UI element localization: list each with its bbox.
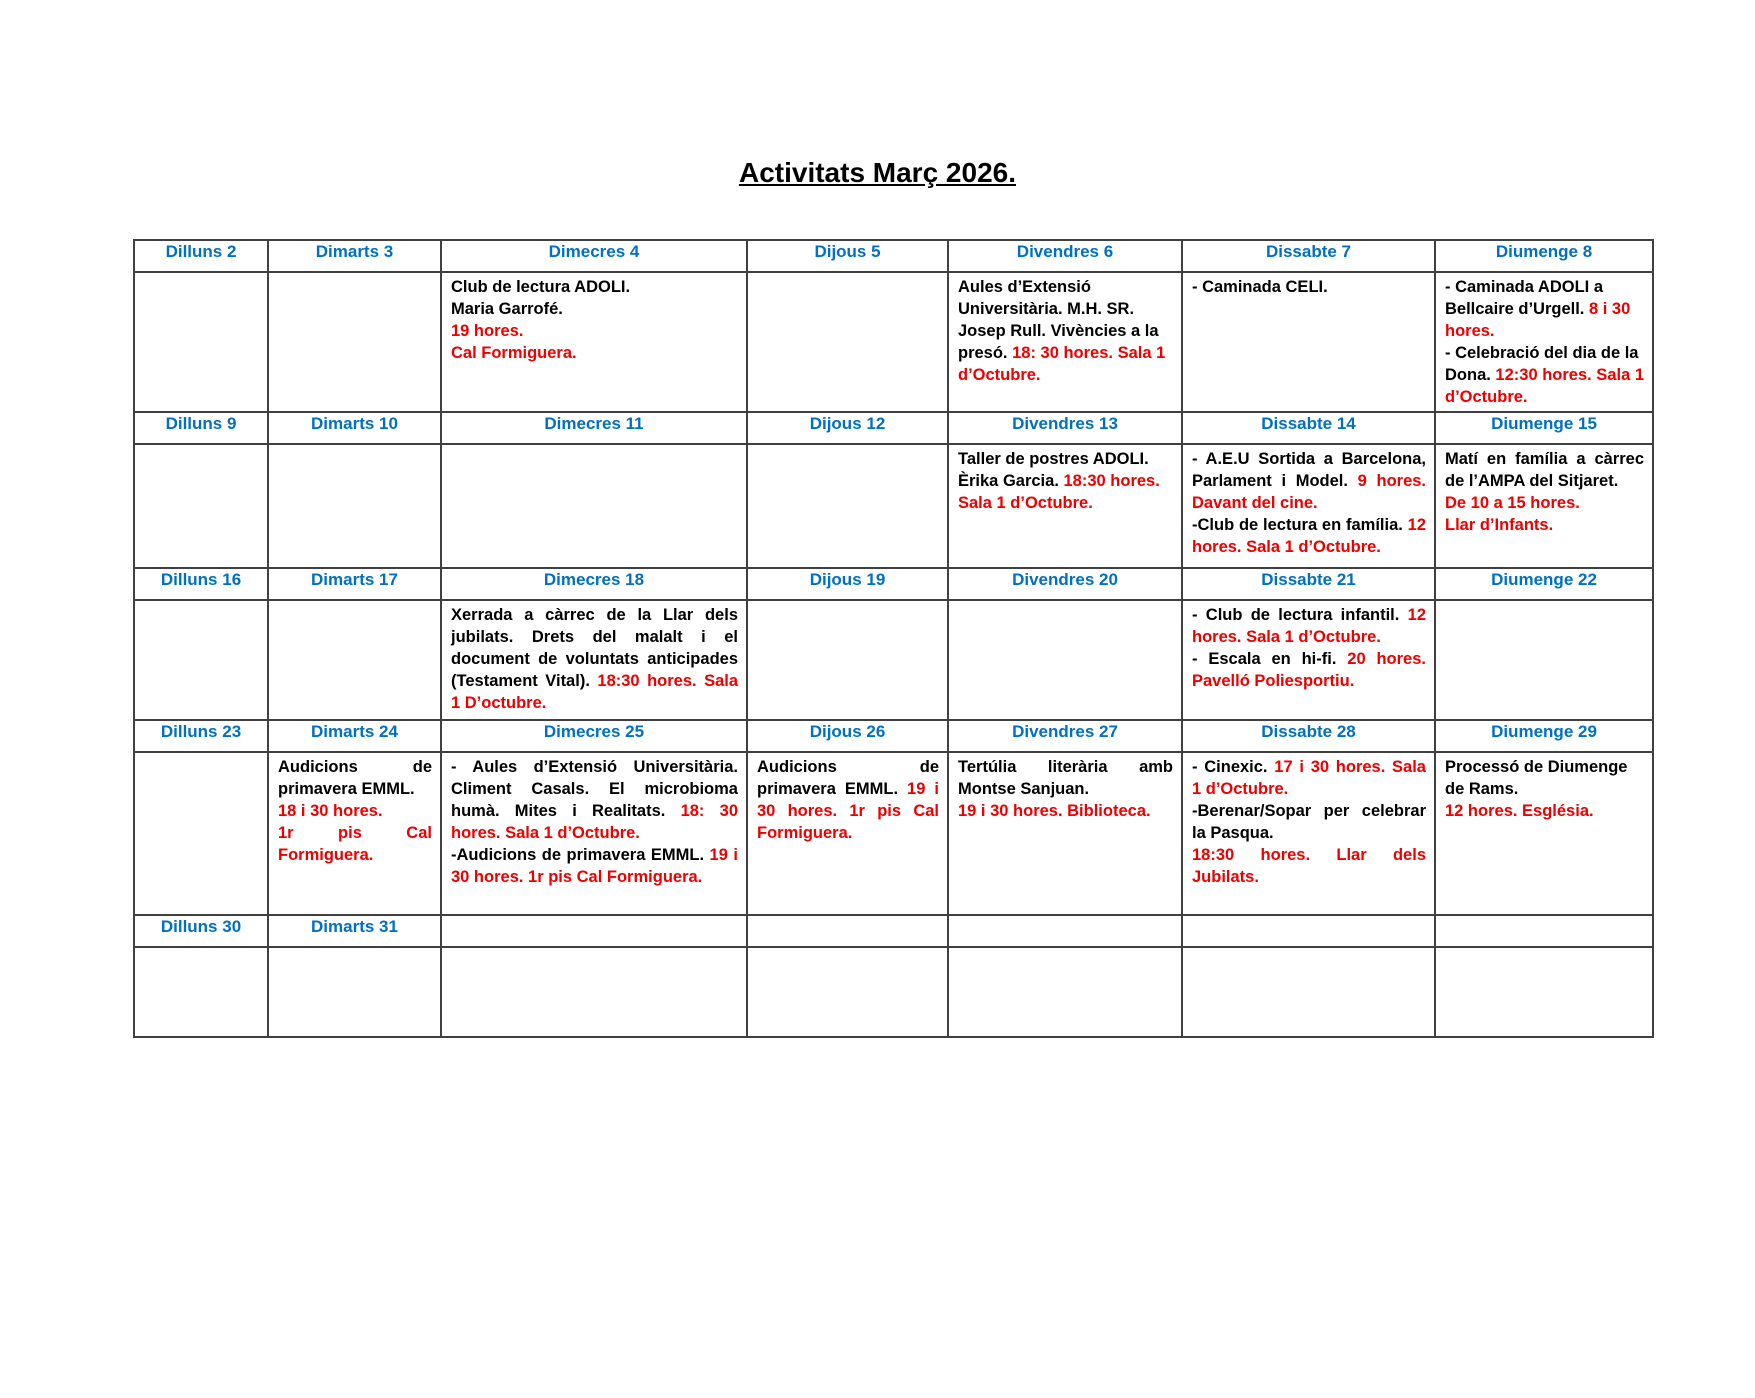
day-header-dilluns-9: Dilluns 9 <box>134 412 268 444</box>
day-cell <box>948 600 1182 720</box>
day-cell <box>441 272 747 412</box>
day-cell <box>948 272 1182 412</box>
activity-text-red: 20 hores. Pavelló Poliesportiu. <box>1192 650 1426 690</box>
day-cell <box>747 947 948 1037</box>
activity-paragraph <box>958 756 1173 800</box>
activity-paragraph <box>1445 276 1644 342</box>
activity-text-red: 18:30 hores. Sala 1 d’Octubre. <box>958 472 1160 512</box>
day-cell <box>948 752 1182 915</box>
activity-paragraph <box>1445 800 1644 822</box>
day-header-dimecres-25: Dimecres 25 <box>441 720 747 752</box>
activity-text-black: - Aules d’Extensió Universitària. Climent Casals. El microbioma humà. Mites i Realitats. <box>451 758 738 820</box>
activity-paragraph <box>451 342 738 364</box>
activity-paragraph <box>278 800 432 822</box>
day-header-dimarts-24: Dimarts 24 <box>268 720 441 752</box>
activity-text-red: 19 hores. <box>451 322 524 340</box>
activity-text-red: 12 hores. Església. <box>1445 802 1594 820</box>
day-header-divendres-13: Divendres 13 <box>948 412 1182 444</box>
week-4-content-row <box>134 752 1653 915</box>
activity-text-red: 12:30 hores. Sala 1 d’Octubre. <box>1445 366 1645 406</box>
activity-paragraph <box>1192 448 1426 514</box>
activity-text-black: -Berenar/Sopar per celebrar la Pasqua. <box>1192 802 1426 842</box>
activity-text-red: 17 i 30 hores. Sala 1 d’Octubre. <box>1192 758 1426 798</box>
activity-text-black: Matí en família a càrrec de l’AMPA del Sitjaret. <box>1445 450 1644 490</box>
day-cell <box>1435 752 1653 915</box>
day-cell <box>268 752 441 915</box>
day-cell <box>441 444 747 568</box>
day-cell <box>747 752 948 915</box>
activity-paragraph <box>451 276 738 298</box>
activity-text-red: Llar d’Infants. <box>1445 516 1554 534</box>
day-cell <box>1435 600 1653 720</box>
week-4-header-row <box>134 720 1653 752</box>
activity-paragraph <box>451 756 738 844</box>
day-header-dimecres-4: Dimecres 4 <box>441 240 747 272</box>
day-cell <box>441 752 747 915</box>
activity-text-black: - A.E.U Sortida a Barcelona, Parlament i Model. <box>1192 450 1426 490</box>
day-header-dijous-19: Dijous 19 <box>747 568 948 600</box>
activity-text-red: 12 hores. Sala 1 d’Octubre. <box>1192 606 1426 646</box>
day-header-dilluns-2: Dilluns 2 <box>134 240 268 272</box>
activity-paragraph <box>451 320 738 342</box>
day-cell <box>134 272 268 412</box>
activity-paragraph <box>1445 342 1644 408</box>
day-cell <box>268 444 441 568</box>
day-header-dimecres-11: Dimecres 11 <box>441 412 747 444</box>
activity-text-black: - Caminada CELI. <box>1192 278 1328 296</box>
document-page <box>0 157 1755 1398</box>
day-cell <box>134 600 268 720</box>
activity-text-red: 19 i 30 hores. Biblioteca. <box>958 802 1151 820</box>
activity-text-black: Audicions de primavera EMML. <box>278 758 432 798</box>
activity-paragraph <box>1192 276 1426 298</box>
day-cell <box>747 272 948 412</box>
day-cell <box>1182 444 1435 568</box>
activity-paragraph <box>1192 648 1426 692</box>
day-header-dissabte-14: Dissabte 14 <box>1182 412 1435 444</box>
activity-text-red: 9 hores. Davant del cine. <box>1192 472 1427 512</box>
activity-paragraph <box>958 276 1173 386</box>
day-header-dimarts-17: Dimarts 17 <box>268 568 441 600</box>
activity-text-black: - Caminada ADOLI a Bellcaire d’Urgell. <box>1445 278 1603 318</box>
week-3-header-row <box>134 568 1653 600</box>
activity-text-black: - Cinexic. <box>1192 758 1275 776</box>
day-cell <box>134 444 268 568</box>
day-cell <box>1182 752 1435 915</box>
week-1-header-row <box>134 240 1653 272</box>
day-header-empty <box>747 915 948 947</box>
activity-text-black: - Celebració del dia de la Dona. <box>1445 344 1639 384</box>
day-cell <box>134 947 268 1037</box>
activity-text-red: 8 i 30 hores. <box>1445 300 1631 340</box>
activity-text-black: Aules d’Extensió Universitària. M.H. SR. Josep Rull. Vivències a la presó. <box>958 278 1159 362</box>
day-header-dijous-5: Dijous 5 <box>747 240 948 272</box>
activities-calendar-table <box>133 239 1654 1038</box>
week-5-header-row <box>134 915 1653 947</box>
day-cell <box>1182 272 1435 412</box>
day-cell <box>268 272 441 412</box>
activity-paragraph <box>1445 514 1644 536</box>
activity-text-red: 18 i 30 hores. <box>278 802 383 820</box>
day-cell <box>441 947 747 1037</box>
calendar-body <box>134 240 1653 1037</box>
week-1-content-row <box>134 272 1653 412</box>
day-header-dijous-12: Dijous 12 <box>747 412 948 444</box>
activity-paragraph <box>1192 756 1426 800</box>
day-cell <box>1435 947 1653 1037</box>
page-title: Activitats Març 2026. <box>738 157 1017 188</box>
day-header-empty <box>441 915 747 947</box>
day-cell <box>134 752 268 915</box>
day-header-dilluns-23: Dilluns 23 <box>134 720 268 752</box>
day-header-dissabte-21: Dissabte 21 <box>1182 568 1435 600</box>
activity-paragraph <box>1192 514 1426 558</box>
day-header-divendres-6: Divendres 6 <box>948 240 1182 272</box>
activity-paragraph <box>1445 756 1644 800</box>
activity-text-black: Audicions de primavera EMML. <box>757 758 939 798</box>
day-header-empty <box>1182 915 1435 947</box>
activity-paragraph <box>1192 800 1426 844</box>
activity-text-red: 18: 30 hores. Sala 1 d’Octubre. <box>451 802 738 842</box>
week-5-content-row <box>134 947 1653 1037</box>
activity-paragraph <box>1445 448 1644 492</box>
day-header-diumenge-29: Diumenge 29 <box>1435 720 1653 752</box>
activity-text-black: -Audicions de primavera EMML. <box>451 846 710 864</box>
activity-paragraph <box>757 756 939 844</box>
activity-text-red: 18: 30 hores. Sala 1 d’Octubre. <box>958 344 1166 384</box>
activity-text-red: 1r pis Cal Formiguera. <box>278 824 432 864</box>
day-cell <box>747 444 948 568</box>
activity-text-black: Taller de postres ADOLI. Èrika Garcia. <box>958 450 1149 490</box>
activity-text-black: Club de lectura ADOLI. <box>451 278 631 296</box>
activity-paragraph <box>1192 844 1426 888</box>
activity-paragraph <box>958 448 1173 514</box>
day-cell <box>747 600 948 720</box>
activity-text-red: 19 i 30 hores. 1r pis Cal Formiguera. <box>451 846 738 886</box>
activity-text-black: Tertúlia literària amb Montse Sanjuan. <box>958 758 1173 798</box>
activity-paragraph <box>1445 492 1644 514</box>
day-header-divendres-20: Divendres 20 <box>948 568 1182 600</box>
week-2-content-row <box>134 444 1653 568</box>
week-3-content-row <box>134 600 1653 720</box>
day-cell <box>948 947 1182 1037</box>
activity-text-black: Maria Garrofé. <box>451 300 563 318</box>
activity-paragraph <box>451 298 738 320</box>
activity-text-black: Xerrada a càrrec de la Llar dels jubilats. Drets del malalt i el document de voluntats anticipades (Testament Vital). <box>451 606 738 690</box>
activity-paragraph <box>1192 604 1426 648</box>
activity-text-black: - Escala en hi-fi. <box>1192 650 1348 668</box>
activity-text-red: De 10 a 15 hores. <box>1445 494 1580 512</box>
day-header-dimarts-3: Dimarts 3 <box>268 240 441 272</box>
day-cell <box>268 600 441 720</box>
day-cell <box>948 444 1182 568</box>
activity-text-black: -Club de lectura en família. <box>1192 516 1408 534</box>
day-header-diumenge-8: Diumenge 8 <box>1435 240 1653 272</box>
day-header-empty <box>948 915 1182 947</box>
week-2-header-row <box>134 412 1653 444</box>
activity-text-red: 18:30 hores. Llar dels Jubilats. <box>1192 846 1426 886</box>
day-cell <box>1435 272 1653 412</box>
day-header-diumenge-15: Diumenge 15 <box>1435 412 1653 444</box>
day-cell <box>441 600 747 720</box>
activity-text-red: Cal Formiguera. <box>451 344 577 362</box>
day-header-dimarts-31: Dimarts 31 <box>268 915 441 947</box>
day-header-empty <box>1435 915 1653 947</box>
activity-paragraph <box>958 800 1173 822</box>
activity-text-red: 18:30 hores. Sala 1 D’octubre. <box>451 672 739 712</box>
day-header-divendres-27: Divendres 27 <box>948 720 1182 752</box>
day-header-dissabte-28: Dissabte 28 <box>1182 720 1435 752</box>
day-header-dimecres-18: Dimecres 18 <box>441 568 747 600</box>
activity-text-red: 12 hores. Sala 1 d’Octubre. <box>1192 516 1426 556</box>
day-header-dijous-26: Dijous 26 <box>747 720 948 752</box>
activity-paragraph <box>278 822 432 866</box>
activity-text-red: 19 i 30 hores. 1r pis Cal Formiguera. <box>757 780 939 842</box>
day-cell <box>1182 600 1435 720</box>
day-cell <box>1182 947 1435 1037</box>
day-cell <box>268 947 441 1037</box>
activity-text-black: - Club de lectura infantil. <box>1192 606 1408 624</box>
activity-paragraph <box>278 756 432 800</box>
day-header-diumenge-22: Diumenge 22 <box>1435 568 1653 600</box>
day-header-dimarts-10: Dimarts 10 <box>268 412 441 444</box>
day-header-dissabte-7: Dissabte 7 <box>1182 240 1435 272</box>
activity-paragraph <box>451 844 738 888</box>
activity-paragraph <box>451 604 738 714</box>
day-header-dilluns-30: Dilluns 30 <box>134 915 268 947</box>
day-header-dilluns-16: Dilluns 16 <box>134 568 268 600</box>
day-cell <box>1435 444 1653 568</box>
activity-text-black: Processó de Diumenge de Rams. <box>1445 758 1628 798</box>
